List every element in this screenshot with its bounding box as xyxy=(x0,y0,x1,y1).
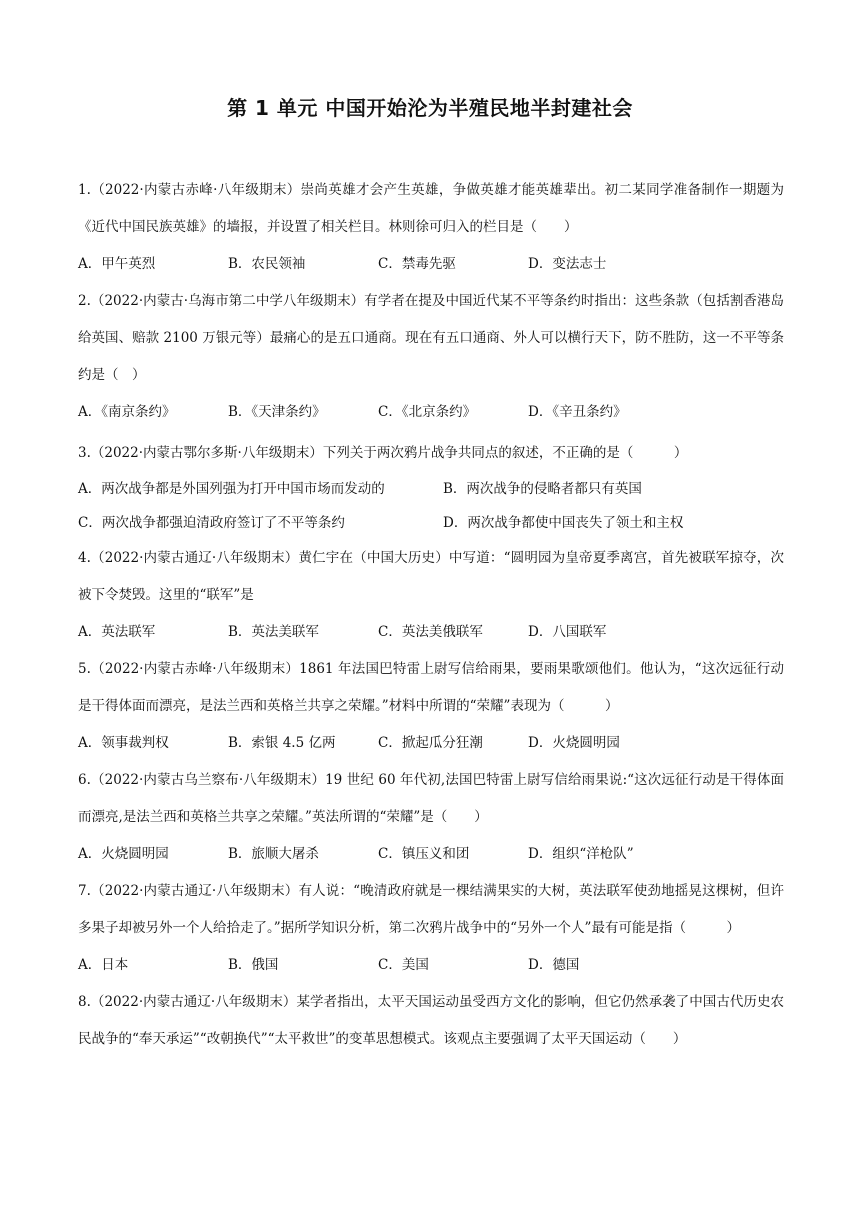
option-a: A．日本 xyxy=(78,957,129,973)
question-7-options xyxy=(78,947,784,984)
question-4-stem: 4.（2022·内蒙古通辽·八年级期末）黄仁宇在（中国大历史）中写道：“圆明园为皇帝夏季离宫，首先被联军掠夺，次被下令焚毁。这里的“联军”是 xyxy=(78,550,784,603)
question-6-stem: 6.（2022·内蒙古乌兰察布·八年级期末）19 世纪 60 年代初,法国巴特雷上尉写信给雨果说:“这次远征行动是干得体面而漂亮,是法兰西和英格兰共享之荣耀。”英法所谓的“荣耀”是（ ） xyxy=(78,772,784,825)
option-d: D．《辛丑条约》 xyxy=(528,404,627,420)
option-d: D．两次战争都使中国丧失了领土和主权 xyxy=(443,515,684,531)
question-5-stem: 5.（2022·内蒙古赤峰·八年级期末）1861 年法国巴特雷上尉写信给雨果，要雨果歌颂他们。他认为，“这次远征行动是干得体面而漂亮，是法兰西和英格兰共享之荣耀。”材料中所谓的“荣耀”表现为（ ） xyxy=(78,661,784,714)
option-b: B．旅顺大屠杀 xyxy=(228,846,319,862)
question-2-options xyxy=(78,394,784,431)
question-list xyxy=(78,172,784,1058)
option-d: D．德国 xyxy=(528,957,580,973)
option-c: C．掀起瓜分狂潮 xyxy=(378,735,483,751)
option-d: D．组织“洋枪队” xyxy=(528,846,634,862)
option-a: A．两次战争都是外国列强为打开中国市场而发动的 xyxy=(78,481,385,497)
question-5-options xyxy=(78,725,784,762)
option-a: A．《南京条约》 xyxy=(78,404,176,420)
option-c: C．镇压义和团 xyxy=(378,846,470,862)
question-4 xyxy=(78,540,784,651)
option-b: B．两次战争的侵略者都只有英国 xyxy=(443,481,642,497)
option-b: B．英法美联军 xyxy=(228,624,319,640)
question-6 xyxy=(78,762,784,873)
option-c: C．《北京条约》 xyxy=(378,404,477,420)
option-c: C．两次战争都强迫清政府签订了不平等条约 xyxy=(78,515,345,531)
option-b: B．索银 4.5 亿两 xyxy=(228,735,336,751)
option-d: D．火烧圆明园 xyxy=(528,735,620,751)
option-c: C．英法美俄联军 xyxy=(378,624,483,640)
option-a: A．火烧圆明园 xyxy=(78,846,169,862)
question-4-options xyxy=(78,614,784,651)
question-1-options xyxy=(78,246,784,283)
option-b: B．农民领袖 xyxy=(228,256,306,272)
option-d: D．变法志士 xyxy=(528,256,607,272)
option-a: A．领事裁判权 xyxy=(78,735,169,751)
question-2-stem: 2.（2022·内蒙古·乌海市第二中学八年级期末）有学者在提及中国近代某不平等条约时指出：这些条款（包括割香港岛给英国、赔款 2100 万银元等）最痛心的是五口通商。现在有五口通商、外人可以横行天下，防不胜防，这一不平等条约是（ ） xyxy=(78,293,784,383)
option-c: C．禁毒先驱 xyxy=(378,256,456,272)
option-a: A．英法联军 xyxy=(78,624,156,640)
question-1 xyxy=(78,172,784,283)
page-title: 第 1 单元 中国开始沦为半殖民地半封建社会 xyxy=(227,96,633,120)
question-3 xyxy=(78,435,784,540)
question-8-stem: 8.（2022·内蒙古通辽·八年级期末）某学者指出，太平天国运动虽受西方文化的影响，但它仍然承袭了中国古代历史农民战争的“奉天承运”“改朝换代”“太平救世”的变革思想模式。该观点主要强调了太平天国运动（ ） xyxy=(78,994,784,1047)
question-3-options xyxy=(78,472,784,540)
question-1-stem: 1.（2022·内蒙古赤峰·八年级期末）崇尚英雄才会产生英雄，争做英雄才能英雄辈出。初二某同学准备制作一期题为《近代中国民族英雄》的墙报，并设置了相关栏目。林则徐可归入的栏目是（ ） xyxy=(78,182,784,235)
option-b: B．《天津条约》 xyxy=(228,404,326,420)
question-7 xyxy=(78,873,784,984)
option-b: B．俄国 xyxy=(228,957,279,973)
question-3-stem: 3.（2022·内蒙古鄂尔多斯·八年级期末）下列关于两次鸦片战争共同点的叙述，不正确的是（ ） xyxy=(78,445,688,461)
option-d: D．八国联军 xyxy=(528,624,607,640)
option-a: A．甲午英烈 xyxy=(78,256,156,272)
question-7-stem: 7.（2022·内蒙古通辽·八年级期末）有人说：“晚清政府就是一棵结满果实的大树，英法联军使劲地摇晃这棵树，但许多果子却被另外一个人给拾走了。”据所学知识分析，第二次鸦片战争中的“另外一个人”最有可能是指（ ） xyxy=(78,883,784,936)
question-6-options xyxy=(78,836,784,873)
question-8 xyxy=(78,984,784,1058)
question-5 xyxy=(78,651,784,762)
question-2 xyxy=(78,283,784,431)
option-c: C．美国 xyxy=(378,957,429,973)
